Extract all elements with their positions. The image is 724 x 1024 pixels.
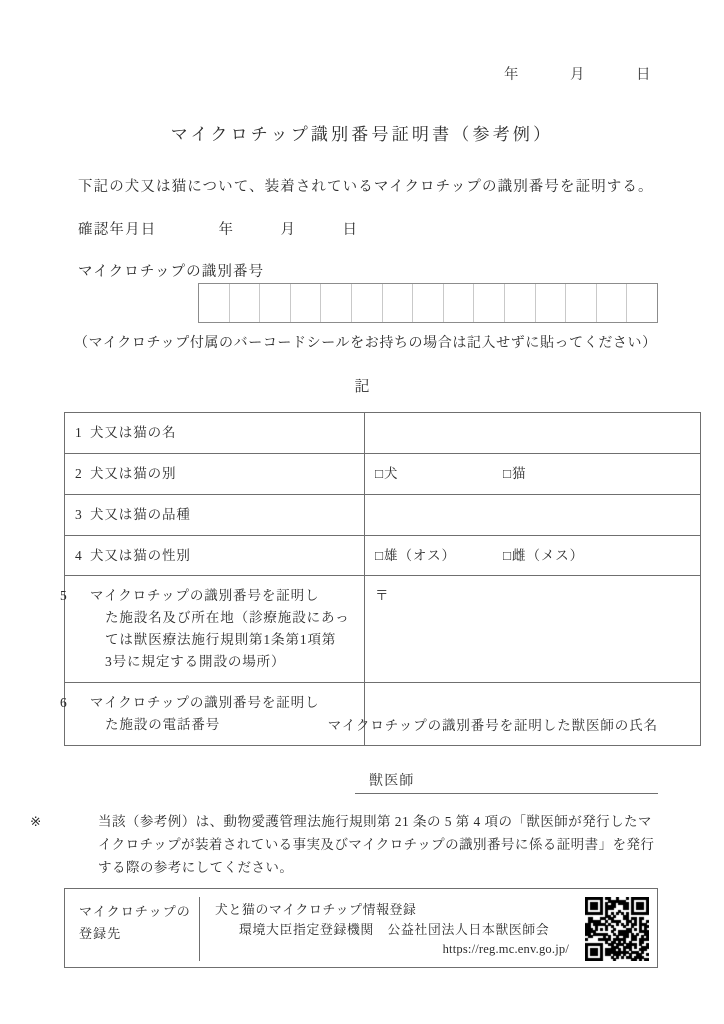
table-row	[65, 413, 701, 454]
chip-number-cell[interactable]	[505, 284, 536, 322]
chip-number-input-grid[interactable]	[198, 283, 658, 323]
row-1-label-text: 犬又は猫の名	[90, 425, 177, 440]
row-3-number: 3	[75, 506, 83, 522]
chip-number-cell[interactable]	[352, 284, 383, 322]
barcode-sticker-note: （マイクロチップ付属のバーコードシールをお持ちの場合は記入せずに貼ってください）	[74, 336, 657, 351]
table-row	[65, 535, 701, 576]
confirm-date-day: 日	[342, 222, 359, 238]
row-4-value	[365, 535, 701, 576]
table-row	[65, 494, 701, 535]
chip-number-cell[interactable]	[383, 284, 414, 322]
date-header-day: 日	[636, 66, 651, 83]
row-5-label	[60, 576, 365, 682]
chip-number-cell[interactable]	[627, 284, 657, 322]
chip-number-cell[interactable]	[230, 284, 261, 322]
footer-registry-info	[215, 900, 575, 960]
row-2-number: 2	[75, 465, 83, 481]
details-table	[60, 412, 701, 746]
checkbox-cat[interactable]: □猫	[503, 465, 527, 481]
row-2-label-text: 犬又は猫の別	[90, 465, 177, 481]
qr-code-canvas	[585, 897, 649, 961]
row-5-label-line4: 3号に規定する開設の場所）	[105, 654, 286, 670]
row-4-label	[65, 535, 365, 576]
row-6-label-line1: マイクロチップの識別番号を証明し	[90, 694, 320, 710]
chip-number-cell[interactable]	[291, 284, 322, 322]
footer-left-label	[79, 901, 229, 945]
checkbox-dog[interactable]: □犬	[375, 465, 399, 481]
confirm-date-label: 確認年月日	[78, 222, 157, 238]
footer-right-line2: 環境大臣指定登録機関 公益社団法人日本獣医師会	[239, 923, 550, 938]
row-1-value[interactable]	[365, 413, 701, 454]
row-2-label	[65, 453, 365, 494]
row-6-label-line2: た施設の電話番号	[105, 716, 221, 732]
footer-right-line1: 犬と猫のマイクロチップ情報登録	[215, 903, 417, 917]
section-heading: 記	[354, 379, 370, 395]
date-header-year: 年	[504, 66, 519, 83]
date-header	[64, 62, 660, 84]
vet-signature-label: 獣医師	[369, 774, 415, 789]
lead-sentence: 下記の犬又は猫について、装着されているマイクロチップの識別番号を証明する。	[78, 179, 654, 195]
chip-number-cell[interactable]	[536, 284, 567, 322]
vet-signature-line[interactable]	[355, 770, 658, 794]
footnote-text: 当該（参考例）は、動物愛護管理法施行規則第 21 条の 5 第 4 項の「獣医師が発行したマイクロチップが装着されている事実及びマイクロチップの識別番号に係る証明書」を発行する際の参考にしてください。	[98, 814, 655, 876]
row-2-value	[365, 453, 701, 494]
table-row	[65, 576, 701, 682]
chip-number-cell[interactable]	[566, 284, 597, 322]
row-1-number: 1	[75, 425, 83, 440]
row-3-label-text: 犬又は猫の品種	[90, 506, 191, 522]
footer-left-line2: 登録先	[79, 926, 122, 942]
confirm-date-row	[78, 218, 478, 239]
chip-number-label: マイクロチップの識別番号	[78, 264, 265, 280]
date-header-month: 月	[570, 66, 585, 83]
checkbox-female[interactable]: □雌（メス）	[503, 547, 585, 563]
footer-url[interactable]: https://reg.mc.env.go.jp/	[442, 942, 569, 957]
chip-number-cell[interactable]	[597, 284, 628, 322]
confirm-date-month: 月	[280, 222, 297, 238]
row-1-label	[65, 413, 365, 454]
chip-number-cell[interactable]	[444, 284, 475, 322]
footer-left-line1: マイクロチップの	[79, 904, 191, 919]
qr-code-icon	[585, 897, 649, 961]
postal-mark: 〒	[375, 588, 390, 604]
chip-number-cell[interactable]	[413, 284, 444, 322]
footer-divider	[199, 897, 200, 961]
table-row	[65, 453, 701, 494]
row-4-label-text: 犬又は猫の性別	[90, 547, 191, 563]
chip-number-cell[interactable]	[474, 284, 505, 322]
row-6-number: 6	[60, 694, 68, 710]
chip-number-cell[interactable]	[260, 284, 291, 322]
chip-number-cell[interactable]	[321, 284, 352, 322]
row-5-number: 5	[60, 588, 68, 604]
confirm-date-year: 年	[218, 222, 235, 238]
footnote-mark: ※	[30, 814, 42, 829]
row-4-number: 4	[75, 547, 83, 563]
row-3-value[interactable]	[365, 494, 701, 535]
row-5-value[interactable]	[365, 576, 701, 682]
page-title: マイクロチップ識別番号証明書（参考例）	[170, 125, 554, 144]
footnote	[30, 810, 664, 880]
chip-number-cell[interactable]	[199, 284, 230, 322]
row-5-label-line1: マイクロチップの識別番号を証明し	[90, 588, 320, 604]
row-5-label-line2: た施設名及び所在地（診療施設にあっ	[105, 610, 350, 626]
row-3-label	[65, 494, 365, 535]
vet-name-caption: マイクロチップの識別番号を証明した獣医師の氏名	[327, 718, 658, 733]
checkbox-male[interactable]: □雄（オス）	[375, 547, 456, 563]
row-5-label-line3: ては獣医療法施行規則第1条第1項第	[105, 632, 337, 648]
registration-footer	[64, 888, 658, 968]
